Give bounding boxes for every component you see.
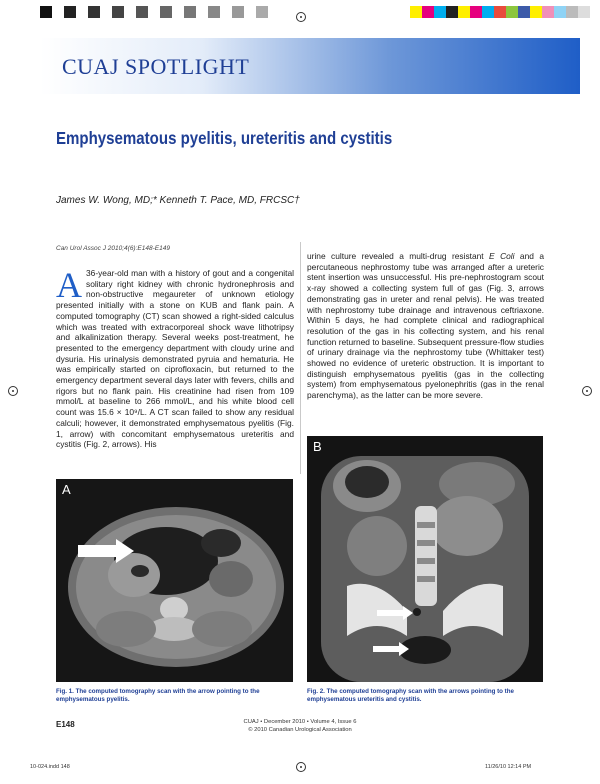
calibration-swatch: [220, 6, 232, 18]
body-text-1: 36-year-old man with a history of gout and a congenital solitary right kidney with chronic hydronephrosis and non-obstructive megaureter of unknown etiology presented initially with a stone on KUB and flank pain. A computed tomography (CT) scan showed a right-sided calculus which was treated with extracorporeal shock wave lithotripsy and alkalinization therapy. Several weeks post-treatment, he presented to the emergency department with cloudy urine and dysuria. His urinalysis demonstrated pyruia and hematuria. He was empirically started on ciprofloxacin, but returned to the emergency department several days later with fevers, chills and rigors but no flank pain. His creatinine had risen from 109 mmol/L at baseline to 266 mmol/L, and his white blood cell count was 15.6 × 10⁹/L. A CT scan failed to show any residual calculi; however, it demonstrated emphysematous pyelitis (Fig. 1, arrow) with concomitant emphysematous ureteritis and cystitis (Fig. 2, arrows). His: [56, 268, 294, 450]
journal-issue-line: CUAJ • December 2010 • Volume 4, Issue 6: [243, 719, 357, 725]
calibration-swatch: [446, 6, 458, 18]
calibration-swatch: [196, 6, 208, 18]
figure-2-label: B: [313, 439, 322, 454]
calibration-swatch: [52, 6, 64, 18]
ct-coronal-image: [307, 436, 543, 682]
figure-1-label: A: [62, 482, 71, 497]
calibration-swatch: [64, 6, 76, 18]
body-text-2a: urine culture revealed a multi-drug resistant: [307, 251, 490, 261]
calibration-swatch: [160, 6, 172, 18]
calibration-swatch: [506, 6, 518, 18]
color-calibration-bar-left: [40, 6, 268, 18]
calibration-swatch: [136, 6, 148, 18]
print-slug-date: 11/26/10 12:14 PM: [485, 764, 532, 770]
calibration-swatch: [208, 6, 220, 18]
calibration-swatch: [256, 6, 268, 18]
registration-mark-right: [582, 386, 592, 396]
calibration-swatch: [244, 6, 256, 18]
drop-cap: A: [56, 265, 82, 305]
calibration-swatch: [554, 6, 566, 18]
calibration-swatch: [172, 6, 184, 18]
copyright-line: © 2010 Canadian Urological Association: [248, 727, 352, 733]
figure-2-caption: Fig. 2. The computed tomography scan with the arrows pointing to the emphysematous ureteritis and cystitis.: [307, 688, 514, 703]
calibration-swatch: [148, 6, 160, 18]
body-text-2b: and a percutaneous nephrostomy tube was arranged after a ureteric stent insertion was unsuccessful. His pre-nephrostogram scout x-ray showed a collecting system full of gas (Fig. 3, arrows demonstrating gas in ureter and renal pelvis). He was treated with nephrostomy tube drainage and intravenous ceftriaxone. Within 5 days, he had complete clinical and radiographical resolution of the gas in his collecting system, and his renal function returned to baseline. Subsequent pressure-flow studies of urinary drainage via the nephrostomy tube (Whittaker test) showed no evidence of ureteric obstruction. It is important to distinguish emphysematous pyelitis (gas in the collecting system) from emphysematous pyelonephritis (gas in the renal parenchyma), as the latter can be more severe.: [307, 251, 545, 401]
calibration-swatch: [530, 6, 542, 18]
calibration-swatch: [88, 6, 100, 18]
ct-axial-image: [56, 479, 293, 682]
calibration-swatch: [542, 6, 554, 18]
calibration-swatch: [458, 6, 470, 18]
calibration-swatch: [422, 6, 434, 18]
page-number: E148: [56, 720, 75, 729]
journal-footer: [180, 718, 420, 734]
calibration-swatch: [494, 6, 506, 18]
calibration-swatch: [482, 6, 494, 18]
calibration-swatch: [470, 6, 482, 18]
figure-2-ct-scan: [307, 436, 543, 682]
column-divider: [300, 242, 301, 474]
calibration-swatch: [434, 6, 446, 18]
body-column-right: [307, 251, 544, 401]
article-title: Emphysematous pyelitis, ureteritis and cystitis: [56, 128, 393, 148]
print-slug-file: 10-024.indd 148: [30, 764, 70, 770]
organism-name: E Coli: [489, 251, 515, 261]
article-citation: Can Urol Assoc J 2010;4(6):E148-E149: [56, 245, 170, 252]
figure-1-caption: Fig. 1. The computed tomography scan with the arrow pointing to the emphysematous pyelitis.: [56, 688, 260, 703]
body-column-left: [56, 265, 294, 450]
article-authors: James W. Wong, MD;* Kenneth T. Pace, MD, FRCSC†: [56, 195, 300, 206]
color-calibration-bar-right: [410, 6, 590, 18]
calibration-swatch: [124, 6, 136, 18]
registration-mark-top: [296, 12, 306, 22]
calibration-swatch: [40, 6, 52, 18]
section-title: CUAJ SPOTLIGHT: [62, 54, 250, 79]
calibration-swatch: [566, 6, 578, 18]
calibration-swatch: [518, 6, 530, 18]
calibration-swatch: [76, 6, 88, 18]
calibration-swatch: [410, 6, 422, 18]
calibration-swatch: [578, 6, 590, 18]
calibration-swatch: [100, 6, 112, 18]
calibration-swatch: [112, 6, 124, 18]
calibration-swatch: [184, 6, 196, 18]
registration-mark-left: [8, 386, 18, 396]
calibration-swatch: [232, 6, 244, 18]
figure-1-ct-scan: [56, 479, 293, 682]
registration-mark-bottom: [296, 762, 306, 772]
